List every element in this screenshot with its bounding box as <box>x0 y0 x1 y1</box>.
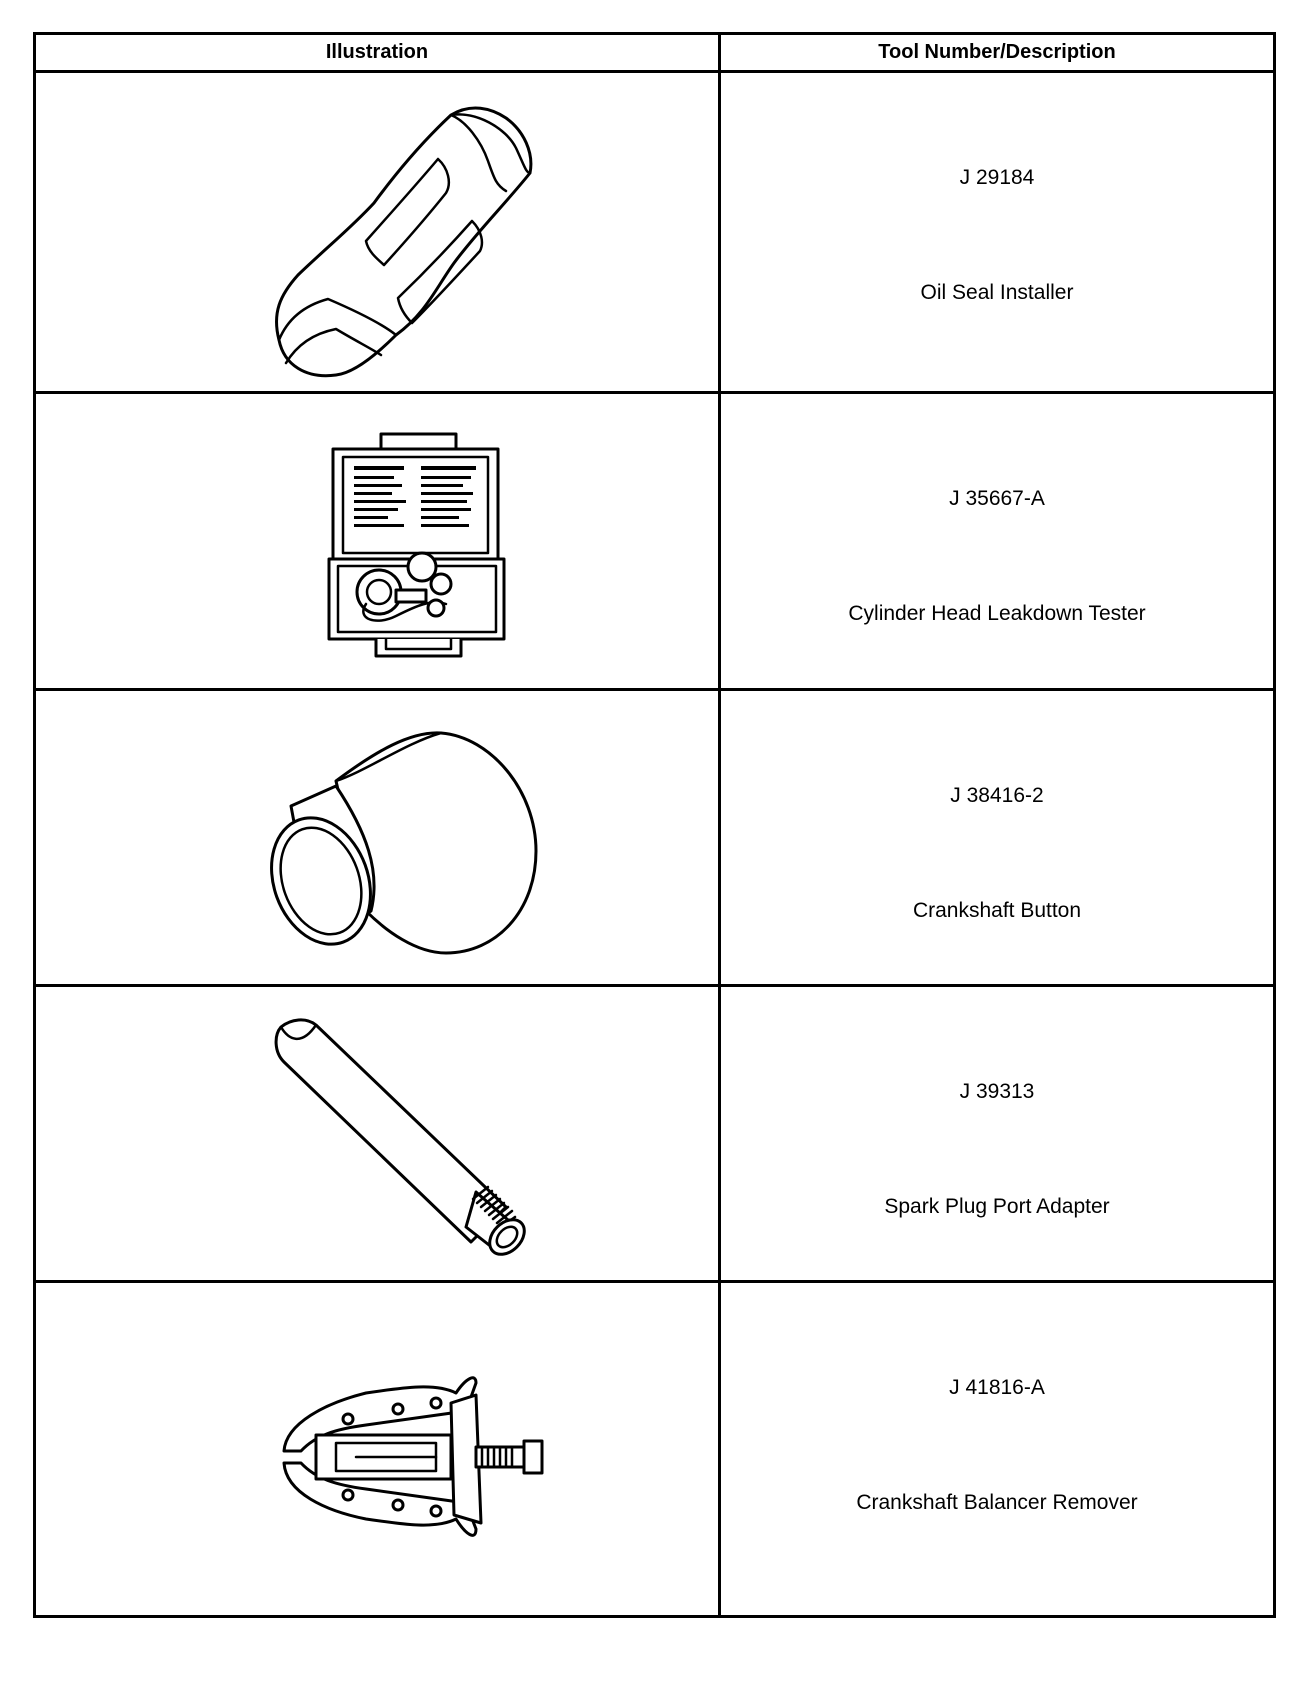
tool-cell <box>721 73 1273 391</box>
table-row <box>36 73 1273 391</box>
tool-cell <box>721 691 1273 984</box>
illustration-cell <box>36 987 718 1280</box>
tool-description: Spark Plug Port Adapter <box>884 1195 1110 1218</box>
table-row <box>36 394 1273 688</box>
header-illustration: Illustration <box>325 41 429 63</box>
crankshaft-button-icon <box>36 691 718 984</box>
illustration-cell <box>36 691 718 984</box>
tool-cell <box>721 1283 1273 1615</box>
tool-number: J 41816-A <box>949 1376 1045 1399</box>
illustration-cell <box>36 394 718 688</box>
illustration-cell <box>36 1283 718 1615</box>
illustration-cell <box>36 73 718 391</box>
table-row <box>36 691 1273 984</box>
header-tool-number-description: Tool Number/Description <box>878 41 1116 63</box>
oil-seal-installer-icon <box>36 73 718 391</box>
tool-description: Cylinder Head Leakdown Tester <box>848 602 1146 625</box>
tool-description: Crankshaft Balancer Remover <box>856 1491 1138 1514</box>
leakdown-tester-case-icon <box>36 394 718 688</box>
table-row <box>36 987 1273 1280</box>
tool-cell <box>721 394 1273 688</box>
balancer-puller-icon <box>36 1283 718 1615</box>
tool-number: J 35667-A <box>949 487 1045 510</box>
tool-description: Oil Seal Installer <box>920 281 1074 304</box>
tool-number: J 29184 <box>959 166 1035 189</box>
tool-number: J 38416-2 <box>950 784 1044 807</box>
tool-cell <box>721 987 1273 1280</box>
tool-description: Crankshaft Button <box>912 899 1082 922</box>
table-header <box>36 35 1273 73</box>
special-tools-table <box>33 32 1276 1618</box>
tool-number: J 39313 <box>959 1080 1035 1103</box>
table-row <box>36 1283 1273 1615</box>
spark-plug-adapter-icon <box>36 987 718 1280</box>
